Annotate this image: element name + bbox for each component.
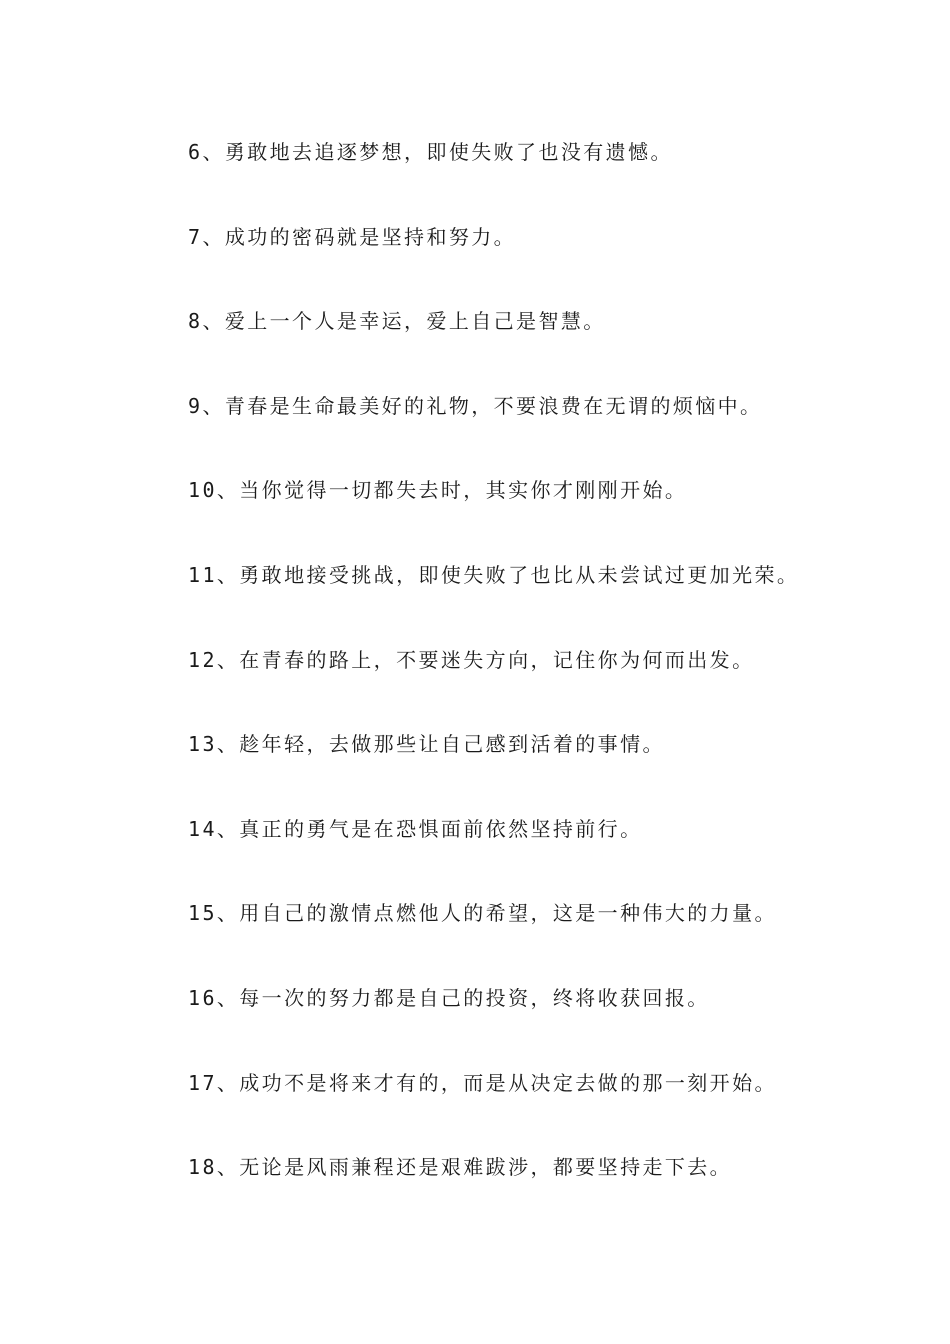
quote-line-7: 7、成功的密码就是坚持和努力。 — [188, 224, 517, 249]
quote-line-9: 9、青春是生命最美好的礼物，不要浪费在无谓的烦恼中。 — [188, 393, 763, 418]
quote-line-10: 10、当你觉得一切都失去时，其实你才刚刚开始。 — [188, 478, 688, 503]
quote-line-6: 6、勇敢地去追逐梦想，即使失败了也没有遗憾。 — [188, 140, 673, 164]
quote-line-15: 15、用自己的激情点燃他人的希望，这是一种伟大的力量。 — [188, 901, 777, 926]
quote-line-12: 12、在青春的路上，不要迷失方向，记住你为何而出发。 — [188, 647, 755, 672]
quote-line-11: 11、勇敢地接受挑战，即使失败了也比从未尝试过更加光荣。 — [188, 562, 800, 587]
quote-line-17: 17、成功不是将来才有的，而是从决定去做的那一刻开始。 — [188, 1070, 777, 1095]
quote-line-16: 16、每一次的努力都是自己的投资，终将收获回报。 — [188, 985, 710, 1010]
quote-line-18: 18、无论是风雨兼程还是艰难跋涉，都要坚持走下去。 — [188, 1155, 733, 1180]
quote-line-13: 13、趁年轻，去做那些让自己感到活着的事情。 — [188, 732, 665, 757]
quote-list — [188, 138, 908, 1238]
quote-line-14: 14、真正的勇气是在恐惧面前依然坚持前行。 — [188, 816, 643, 841]
quote-line-8: 8、爱上一个人是幸运，爱上自己是智慧。 — [188, 309, 606, 334]
